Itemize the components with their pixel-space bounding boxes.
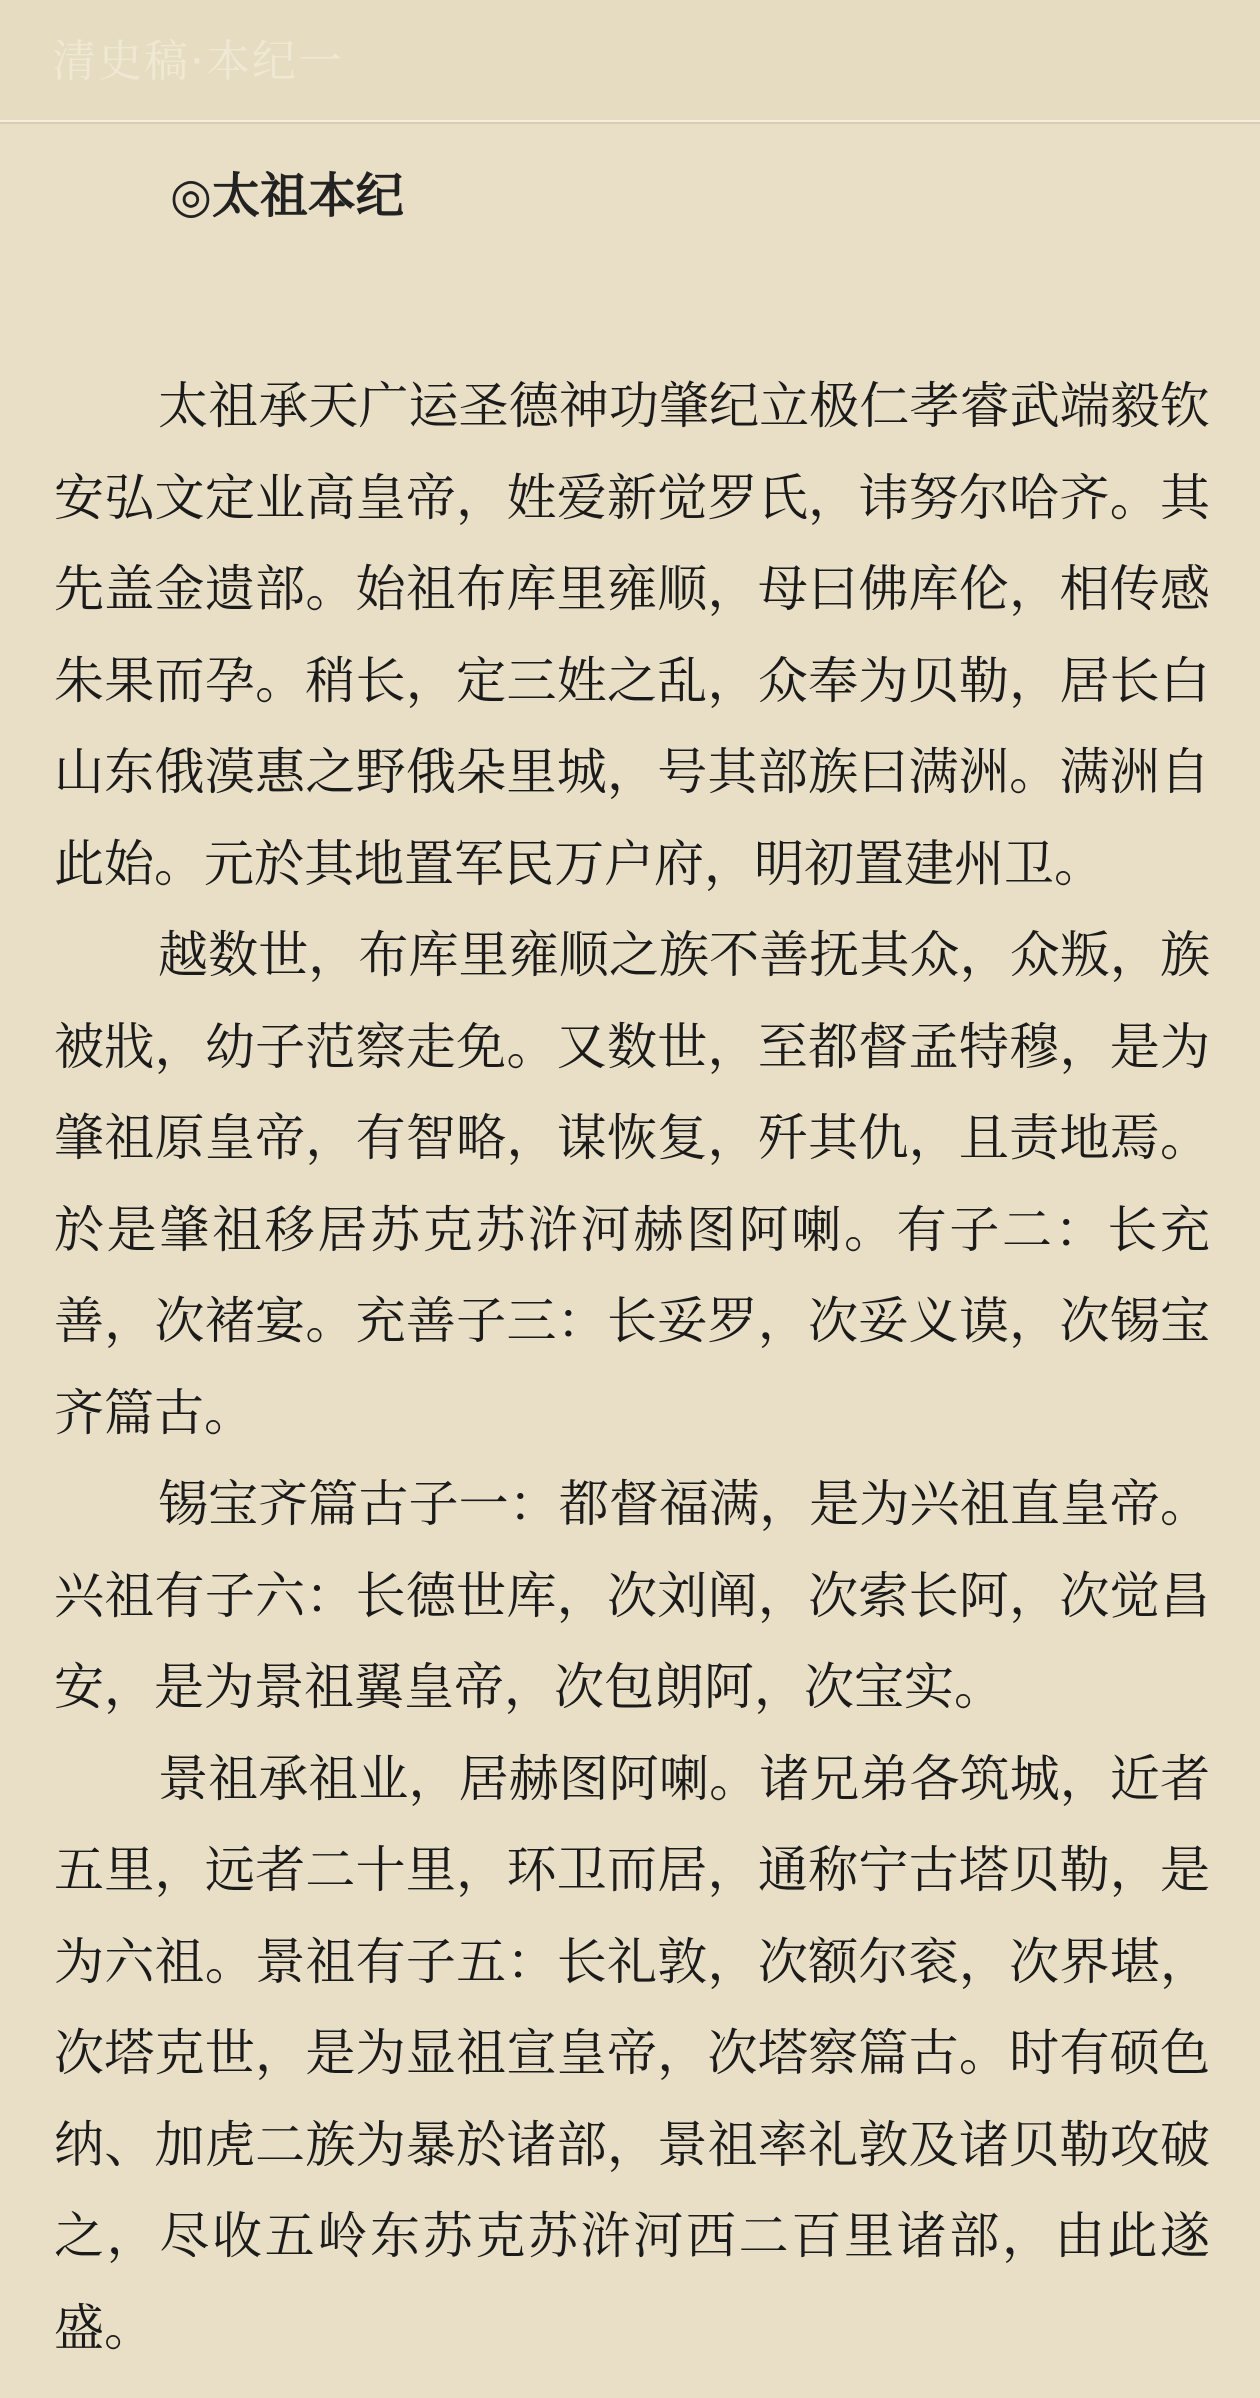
paragraph: 锡宝齐篇古子一：都督福满，是为兴祖直皇帝。兴祖有子六：长德世库，次刘阐，次索长阿，次觉昌安，是为景祖翼皇帝，次包朗阿，次宝实。 <box>54 1475 1210 1716</box>
reader-top-bar[interactable] <box>0 0 1260 122</box>
chapter-body <box>54 361 1210 2374</box>
paragraph: 越数世，布库里雍顺之族不善抚其众，众叛，族被戕，幼子范察走免。又数世，至都督孟特穆，是为肇祖原皇帝，有智略，谋恢复，歼其仇，且责地焉。於是肇祖移居苏克苏浒河赫图阿喇。有子二：长充善，次褚宴。充善子三：长妥罗，次妥义谟，次锡宝齐篇古。 <box>54 926 1210 1442</box>
paragraph: 太祖承天广运圣德神功肇纪立极仁孝睿武端毅钦安弘文定业高皇帝，姓爱新觉罗氏，讳努尔哈齐。其先盖金遗部。始祖布库里雍顺，母曰佛库伦，相传感朱果而孕。稍长，定三姓之乱，众奉为贝勒，居长白山东俄漠惠之野俄朵里城，号其部族曰满洲。满洲自此始。元於其地置军民万户府，明初置建州卫。 <box>54 377 1210 893</box>
book-title: 清史稿·本纪一 <box>52 36 344 87</box>
paragraph: 景祖承祖业，居赫图阿喇。诸兄弟各筑城，近者五里，远者二十里，环卫而居，通称宁古塔贝勒，是为六祖。景祖有子五：长礼敦，次额尔衮，次界堪，次塔克世，是为显祖宣皇帝，次塔察篇古。时有硕色纳、加虎二族为暴於诸部，景祖率礼敦及诸贝勒攻破之，尽收五岭东苏克苏浒河西二百里诸部，由此遂盛。 <box>54 1749 1210 2357</box>
chapter-title: ◎太祖本纪 <box>170 168 404 224</box>
